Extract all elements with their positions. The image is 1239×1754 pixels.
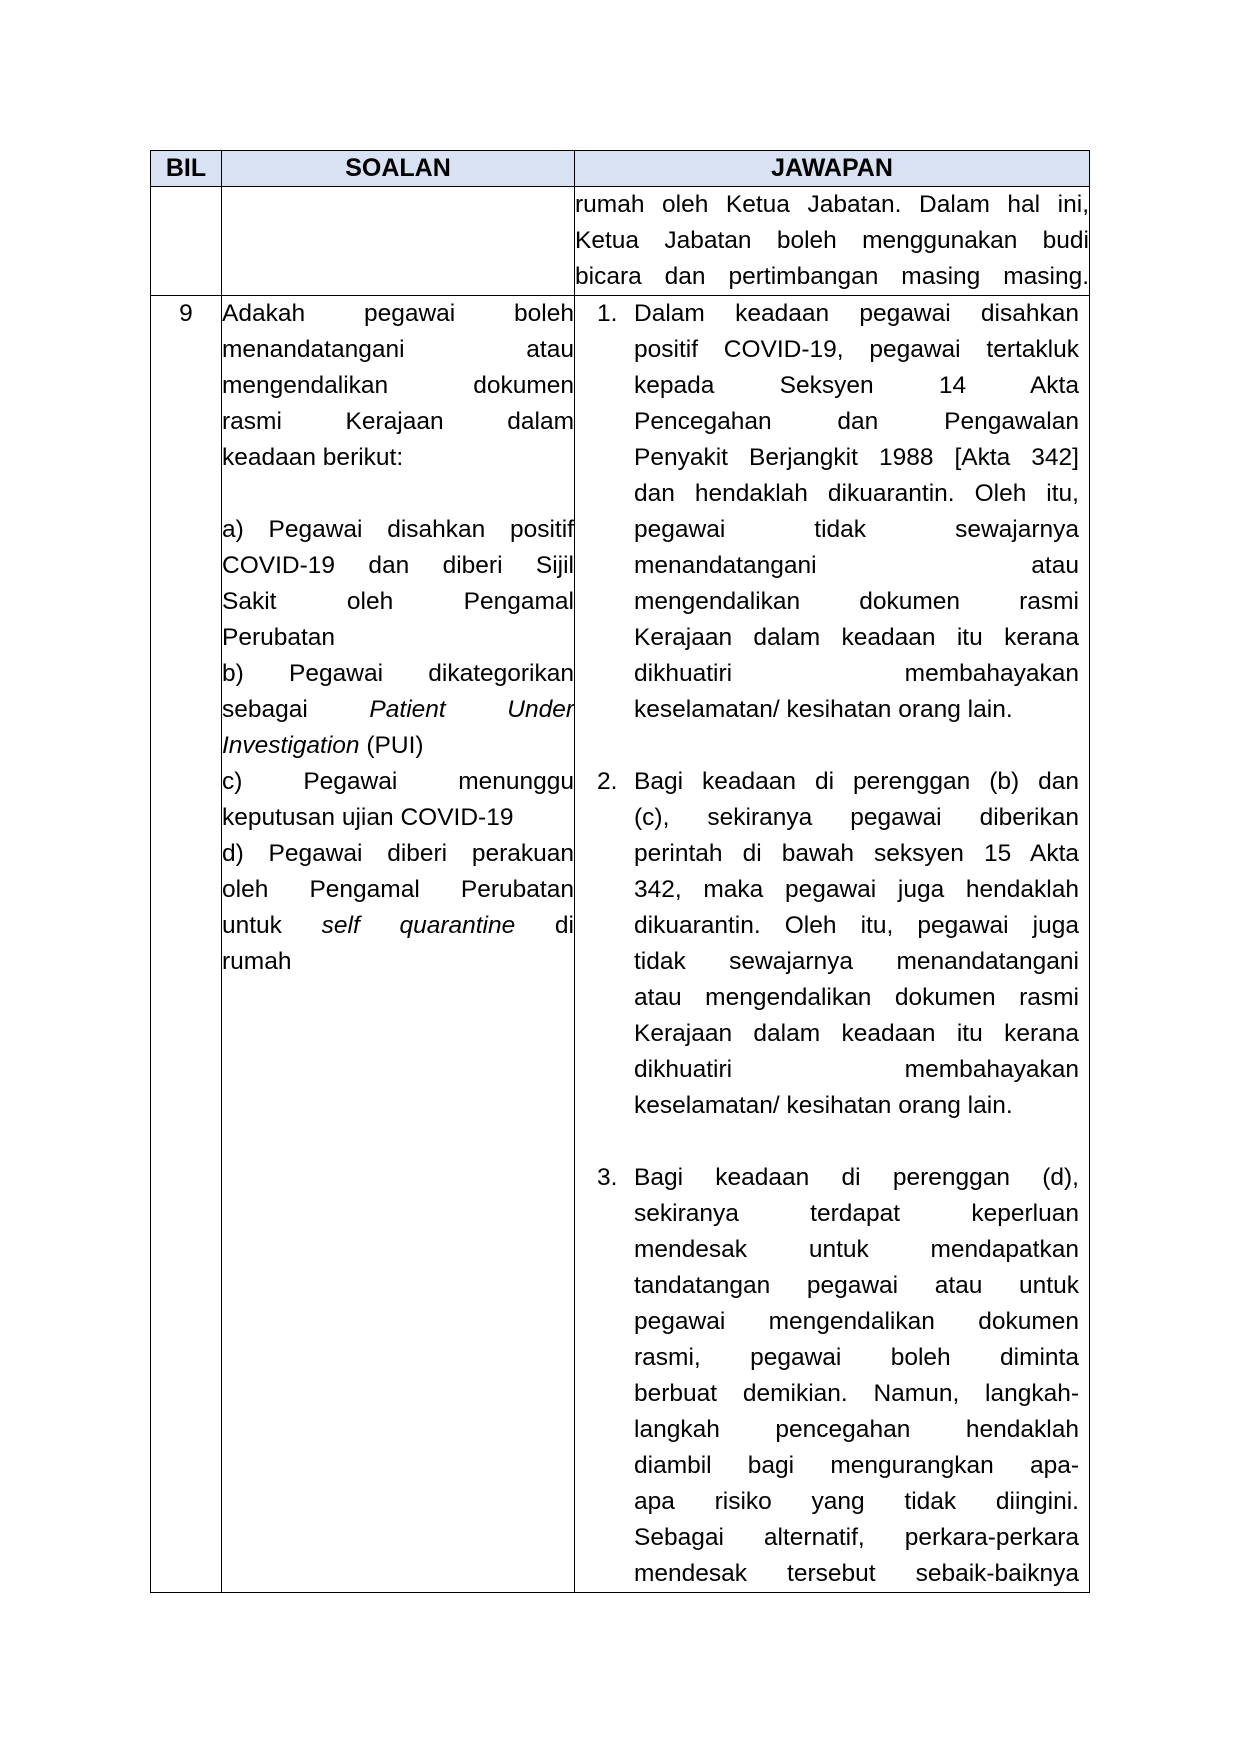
question-line: mengendalikan dokumen (222, 372, 574, 399)
answer-item (575, 1160, 1079, 1592)
answer-line: mengendalikan dokumen rasmi (634, 588, 1079, 615)
answer-item (575, 296, 1079, 728)
question-item-b (222, 656, 574, 764)
answer-line: atau mengendalikan dokumen rasmi (634, 984, 1079, 1011)
answer-line: mendesak tersebut sebaik-baiknya (634, 1560, 1079, 1587)
question-line: Investigation (PUI) (222, 732, 424, 759)
answer-line: diambil bagi mengurangkan apa- (634, 1452, 1079, 1479)
answer-line: dan hendaklah dikuarantin. Oleh itu, (634, 480, 1079, 507)
answer-line: keselamatan/ kesihatan orang lain. (634, 696, 1013, 723)
answer-line: dikhuatiri membahayakan (634, 1056, 1079, 1083)
question-line: Sakit oleh Pengamal (222, 588, 574, 615)
header-jawapan: JAWAPAN (575, 151, 1090, 187)
question-line: Adakah pegawai boleh (222, 300, 574, 327)
answer-line: perintah di bawah seksyen 15 Akta (634, 840, 1079, 867)
bil-cell: 9 (151, 296, 222, 1593)
question-line: rasmi Kerajaan dalam (222, 408, 574, 435)
answer-number: 3. (597, 1164, 618, 1191)
question-line: menandatangani atau (222, 336, 574, 363)
faq-table (150, 150, 1090, 1593)
table-row (151, 296, 1090, 1593)
answer-line: pegawai mengendalikan dokumen (634, 1308, 1079, 1335)
soalan-cell (222, 296, 575, 1593)
answer-list (575, 296, 1089, 1592)
question-line: a) Pegawai disahkan positif (222, 516, 574, 543)
question-line: rumah (222, 948, 292, 975)
answer-line: apa risiko yang tidak diingini. (634, 1488, 1079, 1515)
soalan-cell (222, 187, 575, 296)
jawapan-cell (575, 296, 1090, 1593)
answer-line: Bagi keadaan di perenggan (d), (634, 1164, 1079, 1191)
answer-line: rumah oleh Ketua Jabatan. Dalam hal ini, (575, 191, 1089, 218)
answer-line: positif COVID-19, pegawai tertakluk (634, 336, 1079, 363)
question-line: b) Pegawai dikategorikan (222, 660, 574, 687)
answer-line: berbuat demikian. Namun, langkah- (634, 1380, 1079, 1407)
answer-line: Dalam keadaan pegawai disahkan (634, 300, 1079, 327)
answer-line: keselamatan/ kesihatan orang lain. (634, 1092, 1013, 1119)
table-header-row (151, 151, 1090, 187)
question-line: d) Pegawai diberi perakuan (222, 840, 574, 867)
answer-line: (c), sekiranya pegawai diberikan (634, 804, 1079, 831)
question-line: Perubatan (222, 624, 336, 651)
answer-line: tidak sewajarnya menandatangani (634, 948, 1079, 975)
answer-line: tandatangan pegawai atau untuk (634, 1272, 1079, 1299)
question-item-a (222, 512, 574, 656)
answer-line: Ketua Jabatan boleh menggunakan budi (575, 227, 1089, 254)
answer-line: Penyakit Berjangkit 1988 [Akta 342] (634, 444, 1079, 471)
answer-line: menandatangani atau (634, 552, 1079, 579)
question-line: keadaan berikut: (222, 444, 404, 471)
answer-line: pegawai tidak sewajarnya (634, 516, 1079, 543)
question-item-d (222, 836, 574, 980)
answer-line: Kerajaan dalam keadaan itu kerana (634, 1020, 1079, 1047)
question-line: c) Pegawai menunggu (222, 768, 574, 795)
header-soalan: SOALAN (222, 151, 575, 187)
answer-line: sekiranya terdapat keperluan (634, 1200, 1079, 1227)
answer-line: rasmi, pegawai boleh diminta (634, 1344, 1079, 1371)
answer-line: 342, maka pegawai juga hendaklah (634, 876, 1079, 903)
answer-line: bicara dan pertimbangan masing masing. (575, 263, 1089, 290)
question-line: oleh Pengamal Perubatan (222, 876, 574, 903)
answer-line: langkah pencegahan hendaklah (634, 1416, 1079, 1443)
answer-line: kepada Seksyen 14 Akta (634, 372, 1079, 399)
answer-line: Sebagai alternatif, perkara-perkara (634, 1524, 1079, 1551)
question-item-c (222, 764, 574, 836)
answer-line: Kerajaan dalam keadaan itu kerana (634, 624, 1079, 651)
question-line: sebagai Patient Under (222, 696, 575, 723)
table-row-continuation (151, 187, 1090, 296)
answer-number: 1. (597, 300, 618, 327)
answer-line: mendesak untuk mendapatkan (634, 1236, 1079, 1263)
answer-line: Pencegahan dan Pengawalan (634, 408, 1079, 435)
answer-line: dikuarantin. Oleh itu, pegawai juga (634, 912, 1079, 939)
answer-item (575, 764, 1079, 1124)
answer-line: Bagi keadaan di perenggan (b) dan (634, 768, 1079, 795)
question-intro (222, 296, 574, 476)
question-line: untuk self quarantine di (222, 912, 574, 939)
question-line: keputusan ujian COVID-19 (222, 804, 514, 831)
answer-line: dikhuatiri membahayakan (634, 660, 1079, 687)
bil-cell (151, 187, 222, 296)
header-bil: BIL (151, 151, 222, 187)
answer-number: 2. (597, 768, 618, 795)
jawapan-cell (575, 187, 1090, 296)
question-line: COVID-19 dan diberi Sijil (222, 552, 574, 579)
